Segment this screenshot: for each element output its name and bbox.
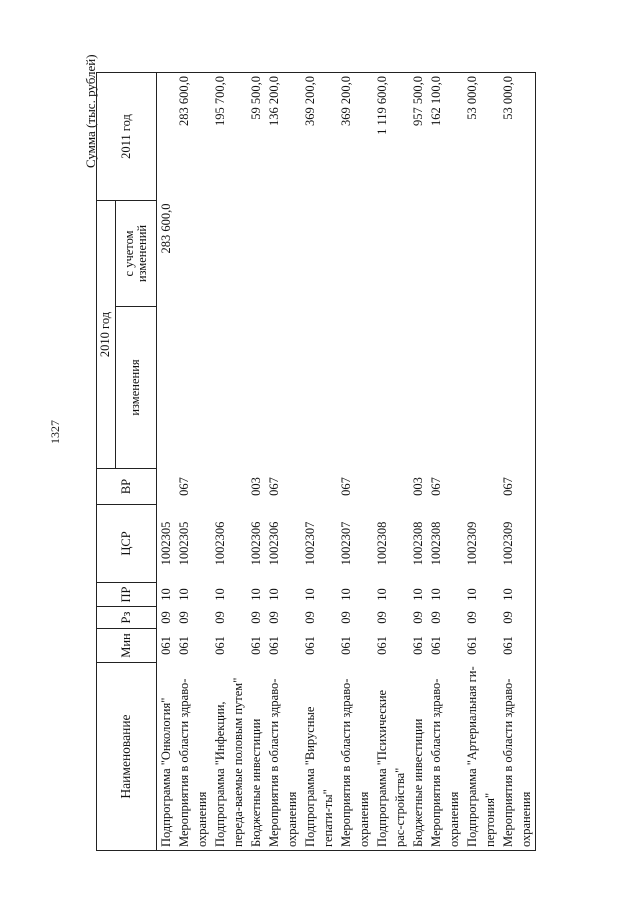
- cell-pr: 10: [303, 588, 317, 601]
- cell-vr: 067: [429, 477, 443, 496]
- cell-min: 061: [249, 636, 263, 655]
- cell-min: 061: [375, 636, 389, 655]
- cell-rz: 09: [465, 611, 479, 624]
- table-row: [499, 72, 536, 850]
- cell-pr: 10: [249, 588, 263, 601]
- cell-min: 061: [339, 636, 353, 655]
- cell-name: Мероприятия в области здраво-охранения: [265, 663, 301, 851]
- cell-vr: 067: [339, 477, 353, 496]
- cell-rz: 09: [499, 607, 536, 629]
- cell-csr: 1002308: [375, 521, 389, 566]
- table-row: [247, 72, 265, 850]
- cell-pr: 10: [499, 583, 536, 607]
- cell-min: 061: [159, 636, 173, 655]
- cell-min: 061: [465, 636, 479, 655]
- cell-csr: 1002307: [339, 521, 353, 566]
- table-row: [175, 72, 211, 850]
- cell-changes: [499, 307, 536, 469]
- cell-with-changes: [265, 200, 301, 306]
- cell-name: Подпрограмма "Артериальная ги-пертония": [463, 663, 499, 851]
- cell-name: Подпрограмма "Онкология": [157, 663, 176, 851]
- cell-name: Мероприятия в области здраво-охранения: [337, 663, 373, 851]
- cell-y2011: 369 200,0: [301, 72, 337, 200]
- cell-min: 061: [429, 636, 443, 655]
- cell-vr: [373, 469, 409, 505]
- cell-csr: 1002308: [429, 521, 443, 566]
- table-row: [301, 72, 337, 850]
- cell-y2011: [157, 72, 176, 200]
- cell-csr: 1002306: [213, 521, 227, 566]
- cell-csr: 1002305: [159, 521, 173, 566]
- cell-y2011: 1 119 600,0: [373, 72, 409, 200]
- budget-table-page: [96, 73, 608, 851]
- cell-with-changes: [175, 200, 211, 306]
- cell-y2011: 369 200,0: [337, 72, 373, 200]
- cell-csr: 1002309: [465, 521, 479, 566]
- cell-with-changes: [247, 200, 265, 306]
- table-row: [409, 72, 427, 850]
- cell-min: 061: [303, 636, 317, 655]
- cell-pr: 10: [177, 588, 191, 601]
- cell-vr: 067: [499, 469, 536, 505]
- cell-name: Мероприятия в области здраво-охранения: [499, 663, 536, 851]
- cell-vr: [211, 469, 247, 505]
- cell-vr: 003: [249, 477, 263, 496]
- cell-y2011: 162 100,0: [427, 72, 463, 200]
- cell-vr: 067: [267, 477, 281, 496]
- cell-y2011: 283 600,0: [175, 72, 211, 200]
- cell-name: Мероприятия в области здраво-охранения: [175, 663, 211, 851]
- cell-pr: 10: [339, 588, 353, 601]
- cell-with-changes: [409, 200, 427, 306]
- units-label: Сумма (тыс. рублей): [83, 54, 98, 168]
- cell-csr: 1002306: [267, 521, 281, 566]
- cell-with-changes: 283 600,0: [159, 203, 173, 254]
- cell-vr: [157, 469, 176, 505]
- header-row-1: [97, 72, 116, 850]
- cell-pr: 10: [429, 588, 443, 601]
- cell-rz: 09: [177, 611, 191, 624]
- cell-changes: [463, 307, 499, 469]
- cell-vr: 067: [177, 477, 191, 496]
- cell-rz: 09: [249, 611, 263, 624]
- page-number: 1327: [48, 420, 62, 444]
- table-row: [211, 72, 247, 850]
- cell-rz: 09: [339, 611, 353, 624]
- cell-changes: [301, 307, 337, 469]
- cell-rz: 09: [375, 611, 389, 624]
- cell-with-changes: [427, 200, 463, 306]
- cell-name: Подпрограмма "Вирусные гепати-ты": [301, 663, 337, 851]
- cell-name: Бюджетные инвестиции: [247, 663, 265, 851]
- cell-y2011: 195 700,0: [211, 72, 247, 200]
- cell-pr: 10: [213, 588, 227, 601]
- table-row: [337, 72, 373, 850]
- cell-csr: 1002305: [177, 521, 191, 566]
- cell-y2011: 53 000,0: [499, 72, 536, 200]
- cell-pr: 10: [411, 588, 425, 601]
- cell-name: Подпрограмма "Психические рас-стройства": [373, 663, 409, 851]
- cell-vr: [463, 469, 499, 505]
- cell-changes: [175, 307, 211, 469]
- column-header-pr: ПР: [97, 583, 157, 607]
- cell-min: 061: [177, 636, 191, 655]
- cell-changes: [157, 307, 176, 469]
- table-row: [373, 72, 409, 850]
- cell-pr: 10: [159, 588, 173, 601]
- column-header-vr: ВР: [97, 469, 157, 505]
- column-header-year-2010: 2010 год: [97, 200, 116, 468]
- cell-with-changes: [211, 200, 247, 306]
- column-header-with-changes: с учетом изменений: [116, 200, 157, 306]
- table-row: [463, 72, 499, 850]
- cell-csr: 1002308: [411, 521, 425, 566]
- cell-min: 061: [213, 636, 227, 655]
- cell-name: Мероприятия в области здраво-охранения: [427, 663, 463, 851]
- cell-rz: 09: [267, 611, 281, 624]
- cell-with-changes: [373, 200, 409, 306]
- cell-rz: 09: [429, 611, 443, 624]
- cell-rz: 09: [213, 611, 227, 624]
- column-header-csr: ЦСР: [97, 505, 157, 583]
- cell-rz: 09: [411, 611, 425, 624]
- cell-vr: [301, 469, 337, 505]
- cell-pr: 10: [375, 588, 389, 601]
- cell-changes: [247, 307, 265, 469]
- column-header-rz: Рз: [97, 607, 157, 629]
- cell-min: 061: [267, 636, 281, 655]
- cell-pr: 10: [267, 588, 281, 601]
- cell-y2011: 53 000,0: [463, 72, 499, 200]
- cell-min: 061: [411, 636, 425, 655]
- cell-rz: 09: [159, 611, 173, 624]
- cell-changes: [337, 307, 373, 469]
- cell-with-changes: [463, 200, 499, 306]
- column-header-min: Мин: [97, 629, 157, 663]
- table-row: [265, 72, 301, 850]
- cell-changes: [211, 307, 247, 469]
- budget-table: [96, 72, 536, 851]
- table-row: [157, 72, 176, 850]
- cell-y2011: 59 500,0: [247, 72, 265, 200]
- cell-changes: [265, 307, 301, 469]
- column-header-year-2011: 2011 год: [97, 72, 157, 200]
- table-body: [157, 72, 536, 850]
- cell-y2011: 136 200,0: [265, 72, 301, 200]
- column-header-name: Наименование: [97, 663, 157, 851]
- cell-csr: 1002307: [303, 521, 317, 566]
- cell-y2011: 957 500,0: [409, 72, 427, 200]
- cell-csr: 1002306: [249, 521, 263, 566]
- cell-changes: [373, 307, 409, 469]
- table-row: [427, 72, 463, 850]
- cell-vr: 003: [411, 477, 425, 496]
- cell-csr: 1002309: [499, 505, 536, 583]
- column-header-changes: изменения: [116, 307, 157, 469]
- cell-with-changes: [499, 200, 536, 306]
- cell-name: Бюджетные инвестиции: [409, 663, 427, 851]
- cell-changes: [427, 307, 463, 469]
- cell-changes: [409, 307, 427, 469]
- cell-min: 061: [499, 629, 536, 663]
- cell-name: Подпрограмма "Инфекции, переда-ваемые половым путем": [211, 663, 247, 851]
- cell-with-changes: [337, 200, 373, 306]
- cell-pr: 10: [465, 588, 479, 601]
- cell-with-changes: [301, 200, 337, 306]
- cell-rz: 09: [303, 611, 317, 624]
